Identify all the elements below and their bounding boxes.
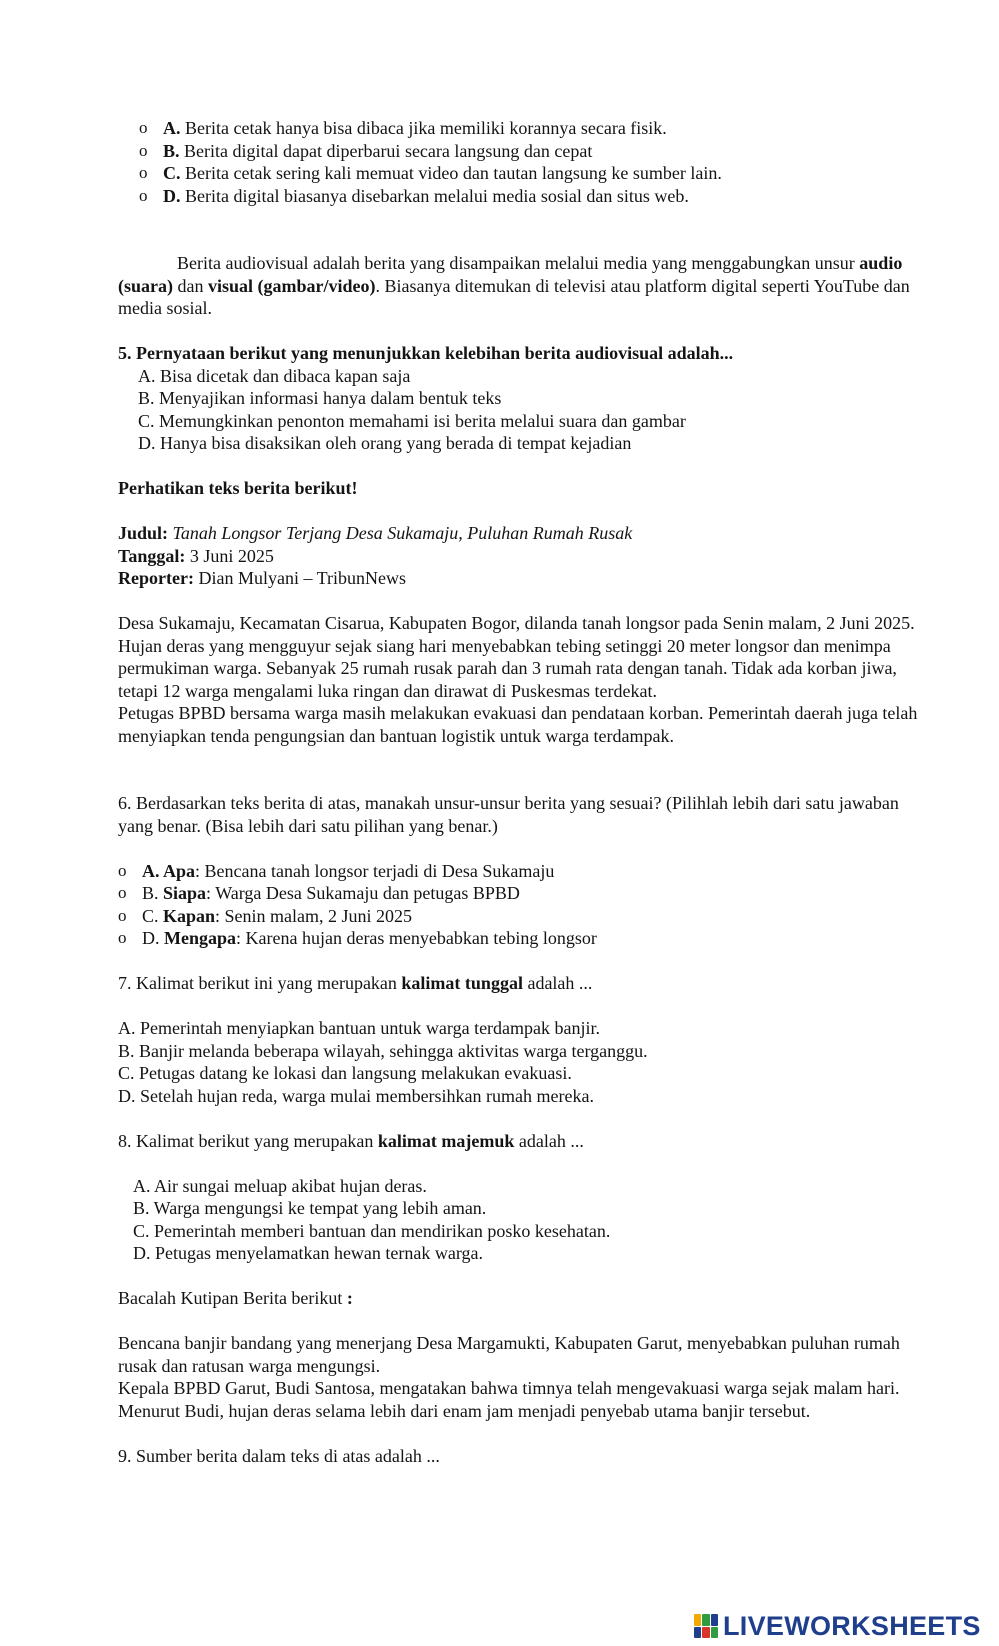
news1-date (118, 545, 918, 568)
q7-option-d[interactable]: D. Setelah hujan reda, warga mulai membersihkan rumah mereka. (118, 1085, 594, 1106)
option-letter: D. (163, 185, 181, 206)
q6-option-c[interactable] (118, 905, 918, 928)
news2-body-2: Kepala BPBD Garut, Budi Santosa, mengatakan bahwa timnya telah mengevakuasi warga sejak malam hari. (118, 1378, 900, 1398)
reporter-label: Reporter: (118, 568, 194, 588)
circle-bullet-icon: o (118, 928, 127, 947)
option-key: Kapan (163, 905, 216, 926)
news1-instruction: Perhatikan teks berita berikut! (118, 478, 358, 498)
q6-options (118, 860, 918, 950)
option-letter: A. (163, 118, 181, 138)
news1-title (118, 522, 918, 545)
option-letter: C. (163, 163, 181, 183)
circle-bullet-icon: o (139, 140, 148, 160)
circle-bullet-icon: o (118, 860, 127, 880)
date-value: 3 Juni 2025 (185, 545, 274, 566)
option-prefix: D. (142, 928, 164, 948)
q4-option-b[interactable] (139, 140, 918, 163)
title-value: Tanah Longsor Terjang Desa Sukamaju, Puluhan Rumah Rusak (168, 523, 633, 543)
option-prefix: C. (142, 905, 164, 926)
q8-option-a[interactable]: A. Air sungai meluap akibat hujan deras. (133, 1175, 427, 1196)
q5-option-b[interactable]: B. Menyajikan informasi hanya dalam bentuk teks (138, 388, 502, 408)
news2-instruction (118, 1287, 918, 1310)
q7-option-b[interactable]: B. Banjir melanda beberapa wilayah, sehingga aktivitas warga terganggu. (118, 1040, 648, 1061)
option-text: Berita cetak sering kali memuat video dan tautan langsung ke sumber lain. (180, 163, 722, 183)
q5-question: 5. Pernyataan berikut yang menunjukkan kelebihan berita audiovisual adalah... (118, 343, 734, 363)
q4-options (139, 117, 918, 207)
liveworksheets-logo-icon (694, 1614, 718, 1638)
q6-option-b[interactable] (118, 882, 918, 905)
q4-option-a[interactable] (139, 117, 918, 140)
text-run: adalah ... (522, 973, 593, 993)
bold-term: audio (suara) (118, 253, 903, 296)
bold-term: kalimat majemuk (377, 1130, 515, 1151)
news1-body-2: Petugas BPBD bersama warga masih melakukan evakuasi dan pendataan korban. Pemerintah daerah juga telah menyiapkan tenda pengungsian dan bantuan logistik untuk warga terdampak. (118, 703, 918, 746)
q8-question (118, 1130, 918, 1153)
news2-body-3: Menurut Budi, hujan deras selama lebih dari enam jam menjadi penyebab utama banjir tersebut. (118, 1400, 811, 1421)
logo-text: LIVEWORKSHEETS (723, 1610, 981, 1641)
circle-bullet-icon: o (139, 118, 148, 137)
news1-reporter (118, 567, 918, 590)
news1-body-1: Desa Sukamaju, Kecamatan Cisarua, Kabupaten Bogor, dilanda tanah longsor pada Senin malam, 2 Juni 2025. Hujan deras yang mengguyur sejak siang hari menyebabkan tebing setinggi 20 meter longsor dan menimpa permukiman warga. Sebanyak 25 rumah rusak parah dan 3 rumah rata dengan tanah. Tidak ada korban jiwa, tetapi 12 warga mengalami luka ringan dan dirawat di Puskesmas terdekat. (118, 613, 915, 701)
q4-option-c[interactable] (139, 162, 918, 185)
q7-options (118, 1017, 918, 1107)
q5-option-d[interactable]: D. Hanya bisa disaksikan oleh orang yang berada di tempat kejadian (138, 433, 632, 453)
text-run: 7. Kalimat berikut ini yang merupakan (118, 973, 402, 993)
option-text: : Senin malam, 2 Juni 2025 (215, 905, 413, 926)
option-letter: B. (163, 140, 180, 161)
bold-colon: : (342, 1288, 353, 1308)
q5-options (118, 365, 918, 455)
q7-option-a[interactable]: A. Pemerintah menyiapkan bantuan untuk warga terdampak banjir. (118, 1018, 601, 1038)
text-run: adalah ... (514, 1130, 584, 1151)
q7-question (118, 972, 918, 995)
q8-option-d[interactable]: D. Petugas menyelamatkan hewan ternak warga. (133, 1243, 484, 1263)
circle-bullet-icon: o (139, 163, 148, 182)
q8-option-b[interactable]: B. Warga mengungsi ke tempat yang lebih aman. (133, 1198, 487, 1218)
date-label: Tanggal: (118, 545, 186, 566)
circle-bullet-icon: o (118, 883, 127, 902)
bold-term: kalimat tunggal (401, 973, 523, 993)
q6-option-a[interactable] (118, 860, 918, 883)
option-text: : Warga Desa Sukamaju dan petugas BPBD (206, 883, 520, 903)
liveworksheets-logo (694, 1612, 981, 1640)
option-key: A. Apa (142, 860, 196, 881)
q5-option-c[interactable]: C. Memungkinkan penonton memahami isi berita melalui suara dan gambar (138, 410, 686, 431)
q7-option-c[interactable]: C. Petugas datang ke lokasi dan langsung melakukan evakuasi. (118, 1063, 572, 1083)
q6-question: 6. Berdasarkan teks berita di atas, manakah unsur-unsur berita yang sesuai? (Pilihlah lebih dari satu jawaban yang benar. (Bisa lebih dari satu pilihan yang benar.) (118, 793, 899, 836)
option-text: : Bencana tanah longsor terjadi di Desa Sukamaju (195, 860, 555, 881)
audiovisual-paragraph (118, 252, 918, 320)
reporter-value: Dian Mulyani – TribunNews (193, 568, 406, 588)
option-prefix: B. (142, 883, 164, 903)
title-label: Judul: (118, 523, 169, 543)
option-text: Berita cetak hanya bisa dibaca jika memiliki korannya secara fisik. (180, 118, 667, 138)
text-run: Bacalah Kutipan Berita berikut (118, 1288, 343, 1308)
q5-option-a[interactable]: A. Bisa dicetak dan dibaca kapan saja (138, 365, 411, 386)
option-text: Berita digital dapat diperbarui secara langsung dan cepat (179, 140, 593, 161)
circle-bullet-icon: o (118, 905, 127, 925)
circle-bullet-icon: o (139, 185, 148, 205)
text-run: dan (173, 275, 208, 296)
q8-options (118, 1175, 918, 1265)
option-text: : Karena hujan deras menyebabkan tebing longsor (236, 928, 597, 948)
bold-term: visual (gambar/video) (208, 275, 376, 296)
q9-question: 9. Sumber berita dalam teks di atas adalah ... (118, 1445, 440, 1466)
option-key: Siapa (163, 883, 207, 903)
q8-option-c[interactable]: C. Pemerintah memberi bantuan dan mendirikan posko kesehatan. (133, 1220, 611, 1241)
text-run: 8. Kalimat berikut yang merupakan (118, 1130, 378, 1151)
option-text: Berita digital biasanya disebarkan melalui media sosial dan situs web. (180, 185, 689, 206)
text-run: Berita audiovisual adalah berita yang disampaikan melalui media yang menggabungkan unsur (177, 253, 860, 273)
news2-body-1: Bencana banjir bandang yang menerjang Desa Margamukti, Kabupaten Garut, menyebabkan puluhan rumah rusak dan ratusan warga mengungsi. (118, 1333, 900, 1376)
option-key: Mengapa (164, 928, 236, 948)
worksheet-page (118, 117, 918, 1467)
q4-option-d[interactable] (139, 185, 918, 208)
text-run: . Biasanya ditemukan di televisi atau platform digital seperti YouTube dan media sosial. (118, 275, 910, 318)
q6-option-d[interactable] (118, 927, 918, 950)
